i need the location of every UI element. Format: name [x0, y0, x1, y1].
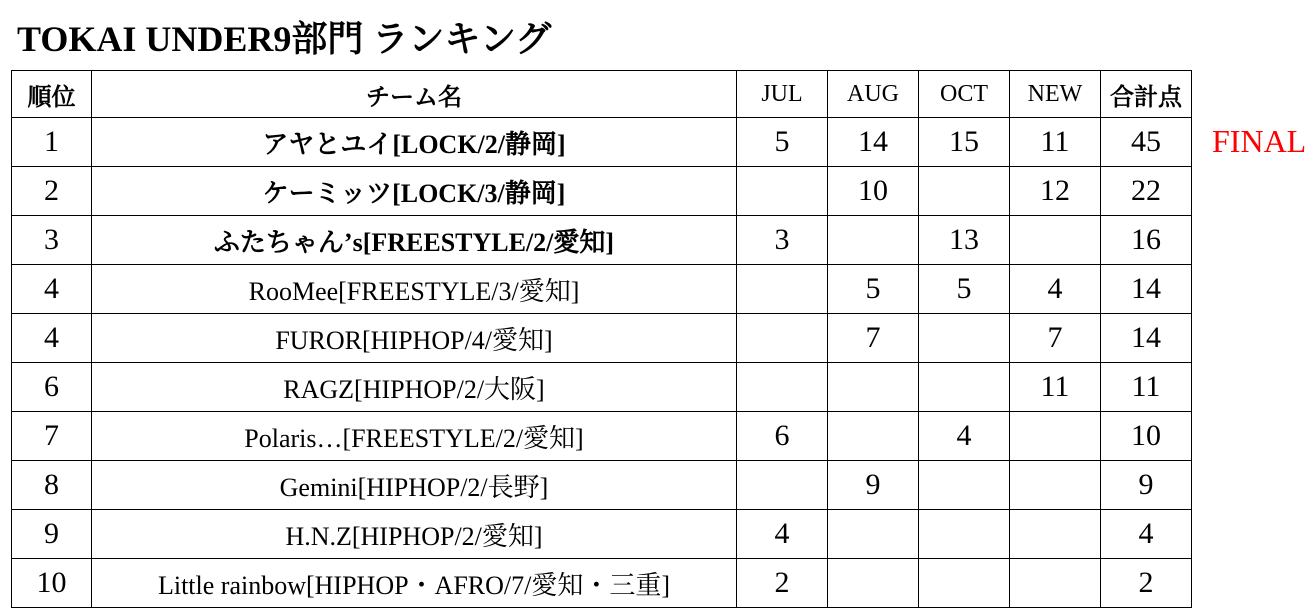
- new-cell: 12: [1010, 167, 1101, 216]
- total-cell: 22: [1101, 167, 1192, 216]
- jul-cell: 3: [737, 216, 828, 265]
- table-row: [12, 461, 1192, 510]
- table-row: [12, 559, 1192, 608]
- oct-cell: [919, 363, 1010, 412]
- oct-cell: [919, 559, 1010, 608]
- aug-cell: 14: [828, 118, 919, 167]
- total-cell: 10: [1101, 412, 1192, 461]
- table-row: [12, 314, 1192, 363]
- new-cell: 11: [1010, 118, 1101, 167]
- team-cell: ふたちゃん’s[FREESTYLE/2/愛知]: [92, 216, 737, 265]
- rank-cell: 8: [12, 461, 92, 510]
- aug-cell: 7: [828, 314, 919, 363]
- oct-cell: [919, 461, 1010, 510]
- rank-cell: 6: [12, 363, 92, 412]
- aug-cell: 9: [828, 461, 919, 510]
- table-row: [12, 510, 1192, 559]
- rank-cell: 2: [12, 167, 92, 216]
- team-cell: Gemini[HIPHOP/2/長野]: [92, 461, 737, 510]
- jul-cell: [737, 167, 828, 216]
- jul-cell: 6: [737, 412, 828, 461]
- total-cell: 16: [1101, 216, 1192, 265]
- jul-cell: 2: [737, 559, 828, 608]
- jul-cell: [737, 265, 828, 314]
- aug-cell: [828, 510, 919, 559]
- ranking-table: [11, 70, 1192, 608]
- header-rank: 順位: [12, 71, 92, 118]
- table-row: [12, 363, 1192, 412]
- oct-cell: 15: [919, 118, 1010, 167]
- table-header-row: [12, 71, 1192, 118]
- table-row: [12, 118, 1192, 167]
- jul-cell: [737, 461, 828, 510]
- team-cell: RooMee[FREESTYLE/3/愛知]: [92, 265, 737, 314]
- total-cell: 14: [1101, 314, 1192, 363]
- oct-cell: [919, 167, 1010, 216]
- new-cell: 4: [1010, 265, 1101, 314]
- table-row: [12, 412, 1192, 461]
- team-cell: H.N.Z[HIPHOP/2/愛知]: [92, 510, 737, 559]
- final-label: FINAL: [1212, 123, 1307, 159]
- new-cell: 7: [1010, 314, 1101, 363]
- aug-cell: [828, 216, 919, 265]
- header-total: 合計点: [1101, 71, 1192, 118]
- rank-cell: 9: [12, 510, 92, 559]
- jul-cell: [737, 363, 828, 412]
- total-cell: 2: [1101, 559, 1192, 608]
- rank-cell: 3: [12, 216, 92, 265]
- new-cell: [1010, 216, 1101, 265]
- jul-cell: [737, 314, 828, 363]
- aug-cell: 5: [828, 265, 919, 314]
- rank-cell: 4: [12, 314, 92, 363]
- rank-cell: 4: [12, 265, 92, 314]
- rank-cell: 7: [12, 412, 92, 461]
- team-cell: アヤとユイ[LOCK/2/静岡]: [92, 118, 737, 167]
- header-new: NEW: [1010, 71, 1101, 118]
- oct-cell: [919, 510, 1010, 559]
- page-title: TOKAI UNDER9部門 ランキング: [17, 19, 552, 59]
- new-cell: [1010, 559, 1101, 608]
- team-cell: Polaris…[FREESTYLE/2/愛知]: [92, 412, 737, 461]
- team-cell: ケーミッツ[LOCK/3/静岡]: [92, 167, 737, 216]
- new-cell: [1010, 412, 1101, 461]
- table-row: [12, 167, 1192, 216]
- rank-cell: 1: [12, 118, 92, 167]
- new-cell: [1010, 510, 1101, 559]
- total-cell: 14: [1101, 265, 1192, 314]
- total-cell: 11: [1101, 363, 1192, 412]
- header-oct: OCT: [919, 71, 1010, 118]
- team-cell: Little rainbow[HIPHOP・AFRO/7/愛知・三重]: [92, 559, 737, 608]
- oct-cell: 13: [919, 216, 1010, 265]
- oct-cell: 5: [919, 265, 1010, 314]
- header-team: チーム名: [92, 71, 737, 118]
- aug-cell: [828, 412, 919, 461]
- new-cell: 11: [1010, 363, 1101, 412]
- total-cell: 4: [1101, 510, 1192, 559]
- team-cell: RAGZ[HIPHOP/2/大阪]: [92, 363, 737, 412]
- rank-cell: 10: [12, 559, 92, 608]
- new-cell: [1010, 461, 1101, 510]
- table-row: [12, 216, 1192, 265]
- table-row: [12, 265, 1192, 314]
- team-cell: FUROR[HIPHOP/4/愛知]: [92, 314, 737, 363]
- aug-cell: [828, 559, 919, 608]
- header-aug: AUG: [828, 71, 919, 118]
- jul-cell: 5: [737, 118, 828, 167]
- oct-cell: 4: [919, 412, 1010, 461]
- jul-cell: 4: [737, 510, 828, 559]
- header-jul: JUL: [737, 71, 828, 118]
- aug-cell: 10: [828, 167, 919, 216]
- total-cell: 45: [1101, 118, 1192, 167]
- aug-cell: [828, 363, 919, 412]
- oct-cell: [919, 314, 1010, 363]
- total-cell: 9: [1101, 461, 1192, 510]
